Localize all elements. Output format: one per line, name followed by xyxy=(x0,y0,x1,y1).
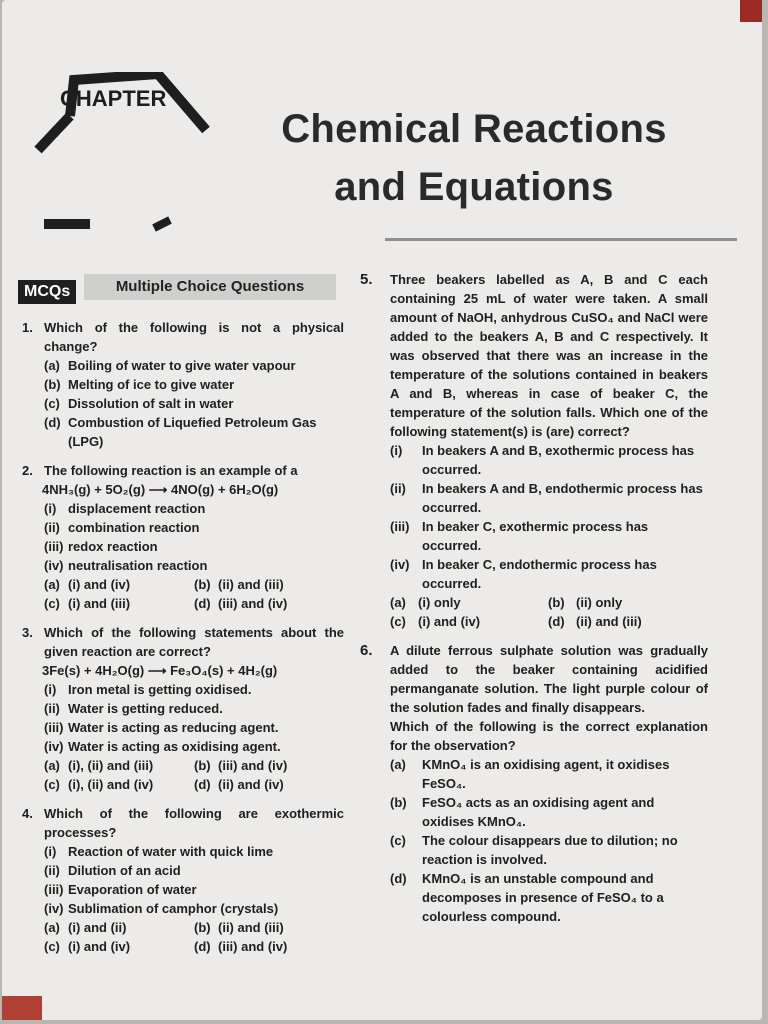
option-text: In beakers A and B, endothermic process has occurred. xyxy=(422,481,703,515)
answer-label: (c) xyxy=(390,614,406,629)
question-3 xyxy=(22,623,344,794)
option xyxy=(360,869,708,926)
option xyxy=(22,413,344,451)
answer-label: (c) xyxy=(44,939,60,954)
question-2 xyxy=(22,461,344,613)
chapter-badge xyxy=(30,72,220,248)
answer-label: (b) xyxy=(194,577,211,592)
answer-text: (i) and (iv) xyxy=(68,939,131,954)
option-label: (b) xyxy=(390,795,407,810)
answer-label: (a) xyxy=(44,758,60,773)
question-stem: Which of the following statements about the given reaction are correct? xyxy=(44,625,344,659)
answer-text: (iii) and (iv) xyxy=(218,758,288,773)
answer-row xyxy=(360,612,708,631)
option-label: (ii) xyxy=(44,520,60,535)
section-tag: MCQs xyxy=(18,280,76,304)
option-text: Iron metal is getting oxidised. xyxy=(68,682,252,697)
section-header xyxy=(18,274,338,304)
option-text: Water is acting as reducing agent. xyxy=(68,720,279,735)
option xyxy=(360,441,708,479)
question-6 xyxy=(360,641,708,926)
option-text: Melting of ice to give water xyxy=(68,377,235,392)
title-rule xyxy=(385,238,737,241)
option-text: In beaker C, exothermic process has occurred. xyxy=(422,519,649,553)
section-heading: Multiple Choice Questions xyxy=(84,274,336,300)
question-number: 1. xyxy=(22,320,33,335)
answer-label: (b) xyxy=(194,758,211,773)
question-stem: Which of the following is not a physical change? xyxy=(44,320,344,354)
answer-row xyxy=(22,918,344,937)
option xyxy=(22,537,344,556)
option xyxy=(22,356,344,375)
option-text: Boiling of water to give water vapour xyxy=(68,358,296,373)
question-1 xyxy=(22,318,344,451)
answer-text: (ii) and (iii) xyxy=(218,920,284,935)
option xyxy=(22,880,344,899)
option-text: Sublimation of camphor (crystals) xyxy=(68,901,279,916)
option-text: In beakers A and B, exothermic process has occurred. xyxy=(422,443,695,477)
option-label: (c) xyxy=(44,396,60,411)
answer-text: (i) only xyxy=(418,595,461,610)
answer-label: (d) xyxy=(548,614,565,629)
option xyxy=(22,842,344,861)
option xyxy=(22,556,344,575)
answer-text: (i) and (ii) xyxy=(68,920,127,935)
answer-row xyxy=(22,937,344,956)
option-text: Reaction of water with quick lime xyxy=(68,844,274,859)
answer-text: (iii) and (iv) xyxy=(218,596,288,611)
answer-text: (i), (ii) and (iv) xyxy=(68,777,154,792)
answer-label: (c) xyxy=(44,596,60,611)
answer-text: (iii) and (iv) xyxy=(218,939,288,954)
option-text: The colour disappears due to dilution; no reaction is involved. xyxy=(422,833,678,867)
answer-text: (ii) and (iv) xyxy=(218,777,284,792)
left-column xyxy=(22,318,344,966)
option-label: (d) xyxy=(44,415,61,430)
option xyxy=(22,718,344,737)
option-label: (iv) xyxy=(44,901,64,916)
option xyxy=(360,831,708,869)
answer-label: (a) xyxy=(44,920,60,935)
title-line-1: Chemical Reactions xyxy=(281,107,667,151)
option-label: (i) xyxy=(44,682,57,697)
right-column xyxy=(360,270,708,936)
question-number: 2. xyxy=(22,463,33,478)
option-text: KMnO₄ is an oxidising agent, it oxidises FeSO₄. xyxy=(422,757,670,791)
option xyxy=(360,555,708,593)
option-label: (iii) xyxy=(44,720,64,735)
question-stem: Three beakers labelled as A, B and C each containing 25 mL of water were taken. A small amount of NaOH, anhydrous CuSO₄ and NaCl were added to the beakers A, B and C respectively. It was observed that there was an increase in the temperature of the solutions contained in beakers A and B, whereas in case of beaker C, the temperature of the solution falls. Which one of the following statement(s) is (are) correct? xyxy=(390,272,708,439)
option-text: neutralisation reaction xyxy=(68,558,208,573)
option-text: In beaker C, endothermic process has occurred. xyxy=(422,557,657,591)
answer-label: (d) xyxy=(194,596,211,611)
option-label: (ii) xyxy=(44,863,60,878)
page-corner-bottom-left xyxy=(2,996,42,1020)
question-number: 6. xyxy=(360,642,373,659)
option xyxy=(360,793,708,831)
option xyxy=(22,861,344,880)
option-text: Dissolution of salt in water xyxy=(68,396,234,411)
answer-label: (a) xyxy=(44,577,60,592)
answer-label: (d) xyxy=(194,777,211,792)
option-text: Water is acting as oxidising agent. xyxy=(68,739,281,754)
question-stem: Which of the following are exothermic processes? xyxy=(44,806,344,840)
option-text: Dilution of an acid xyxy=(68,863,181,878)
question-stem-continued: Which of the following is the correct explanation for the observation? xyxy=(390,719,708,753)
option-label: (ii) xyxy=(44,701,60,716)
answer-row xyxy=(360,593,708,612)
answer-label: (d) xyxy=(194,939,211,954)
answer-row xyxy=(22,756,344,775)
answer-text: (ii) and (iii) xyxy=(576,614,642,629)
question-5 xyxy=(360,270,708,631)
option-text: redox reaction xyxy=(68,539,158,554)
answer-label: (a) xyxy=(390,595,406,610)
answer-text: (ii) and (iii) xyxy=(218,577,284,592)
option-text: combination reaction xyxy=(68,520,200,535)
option xyxy=(22,375,344,394)
option-label: (b) xyxy=(44,377,61,392)
answer-text: (i) and (iv) xyxy=(68,577,131,592)
option-label: (i) xyxy=(44,501,57,516)
option xyxy=(22,680,344,699)
option-label: (i) xyxy=(44,844,57,859)
option xyxy=(22,518,344,537)
option xyxy=(360,517,708,555)
answer-text: (ii) only xyxy=(576,595,623,610)
chemical-equation: 3Fe(s) + 4H₂O(g) ⟶ Fe₃O₄(s) + 4H₂(g) xyxy=(42,663,278,678)
chapter-title xyxy=(234,100,714,216)
option xyxy=(22,394,344,413)
option-text: Water is getting reduced. xyxy=(68,701,223,716)
question-number: 5. xyxy=(360,271,373,288)
option-label: (ii) xyxy=(390,481,406,496)
option-label: (iv) xyxy=(44,558,64,573)
option-text: Evaporation of water xyxy=(68,882,197,897)
answer-text: (i), (ii) and (iii) xyxy=(68,758,154,773)
question-number: 3. xyxy=(22,625,33,640)
chapter-badge-text: CHAPTER xyxy=(60,86,167,111)
option-label: (iv) xyxy=(390,557,410,572)
question-4 xyxy=(22,804,344,956)
answer-text: (i) and (iii) xyxy=(68,596,131,611)
page-corner-top-right xyxy=(740,0,762,22)
answer-label: (c) xyxy=(44,777,60,792)
option-label: (iii) xyxy=(390,519,410,534)
option-label: (d) xyxy=(390,871,407,886)
title-line-2: and Equations xyxy=(334,165,614,209)
option-text: KMnO₄ is an unstable compound and decomposes in presence of FeSO₄ to a colourless compound. xyxy=(422,871,664,924)
option xyxy=(22,699,344,718)
option-label: (c) xyxy=(390,833,406,848)
question-stem: A dilute ferrous sulphate solution was gradually added to the beaker containing acidified permanganate solution. The light purple colour of the solution fades and finally disappears. xyxy=(390,643,708,715)
answer-row xyxy=(22,594,344,613)
answer-row xyxy=(22,575,344,594)
answer-text: (i) and (iv) xyxy=(418,614,481,629)
option xyxy=(22,737,344,756)
option-label: (a) xyxy=(44,358,60,373)
option xyxy=(360,755,708,793)
option-label: (iii) xyxy=(44,882,64,897)
answer-label: (b) xyxy=(194,920,211,935)
option-text: displacement reaction xyxy=(68,501,206,516)
question-number: 4. xyxy=(22,806,33,821)
option-label: (iii) xyxy=(44,539,64,554)
question-stem: The following reaction is an example of a xyxy=(44,463,298,478)
option-label: (a) xyxy=(390,757,406,772)
option-text: FeSO₄ acts as an oxidising agent and oxidises KMnO₄. xyxy=(422,795,655,829)
chemical-equation: 4NH₃(g) + 5O₂(g) ⟶ 4NO(g) + 6H₂O(g) xyxy=(42,482,279,497)
option-text: Combustion of Liquefied Petroleum Gas (LPG) xyxy=(68,415,317,449)
option xyxy=(22,499,344,518)
answer-row xyxy=(22,775,344,794)
textbook-page xyxy=(2,0,762,1020)
answer-label: (b) xyxy=(548,595,565,610)
option-label: (iv) xyxy=(44,739,64,754)
option xyxy=(22,899,344,918)
option-label: (i) xyxy=(390,443,403,458)
option xyxy=(360,479,708,517)
chapter-badge-shape xyxy=(30,72,220,248)
